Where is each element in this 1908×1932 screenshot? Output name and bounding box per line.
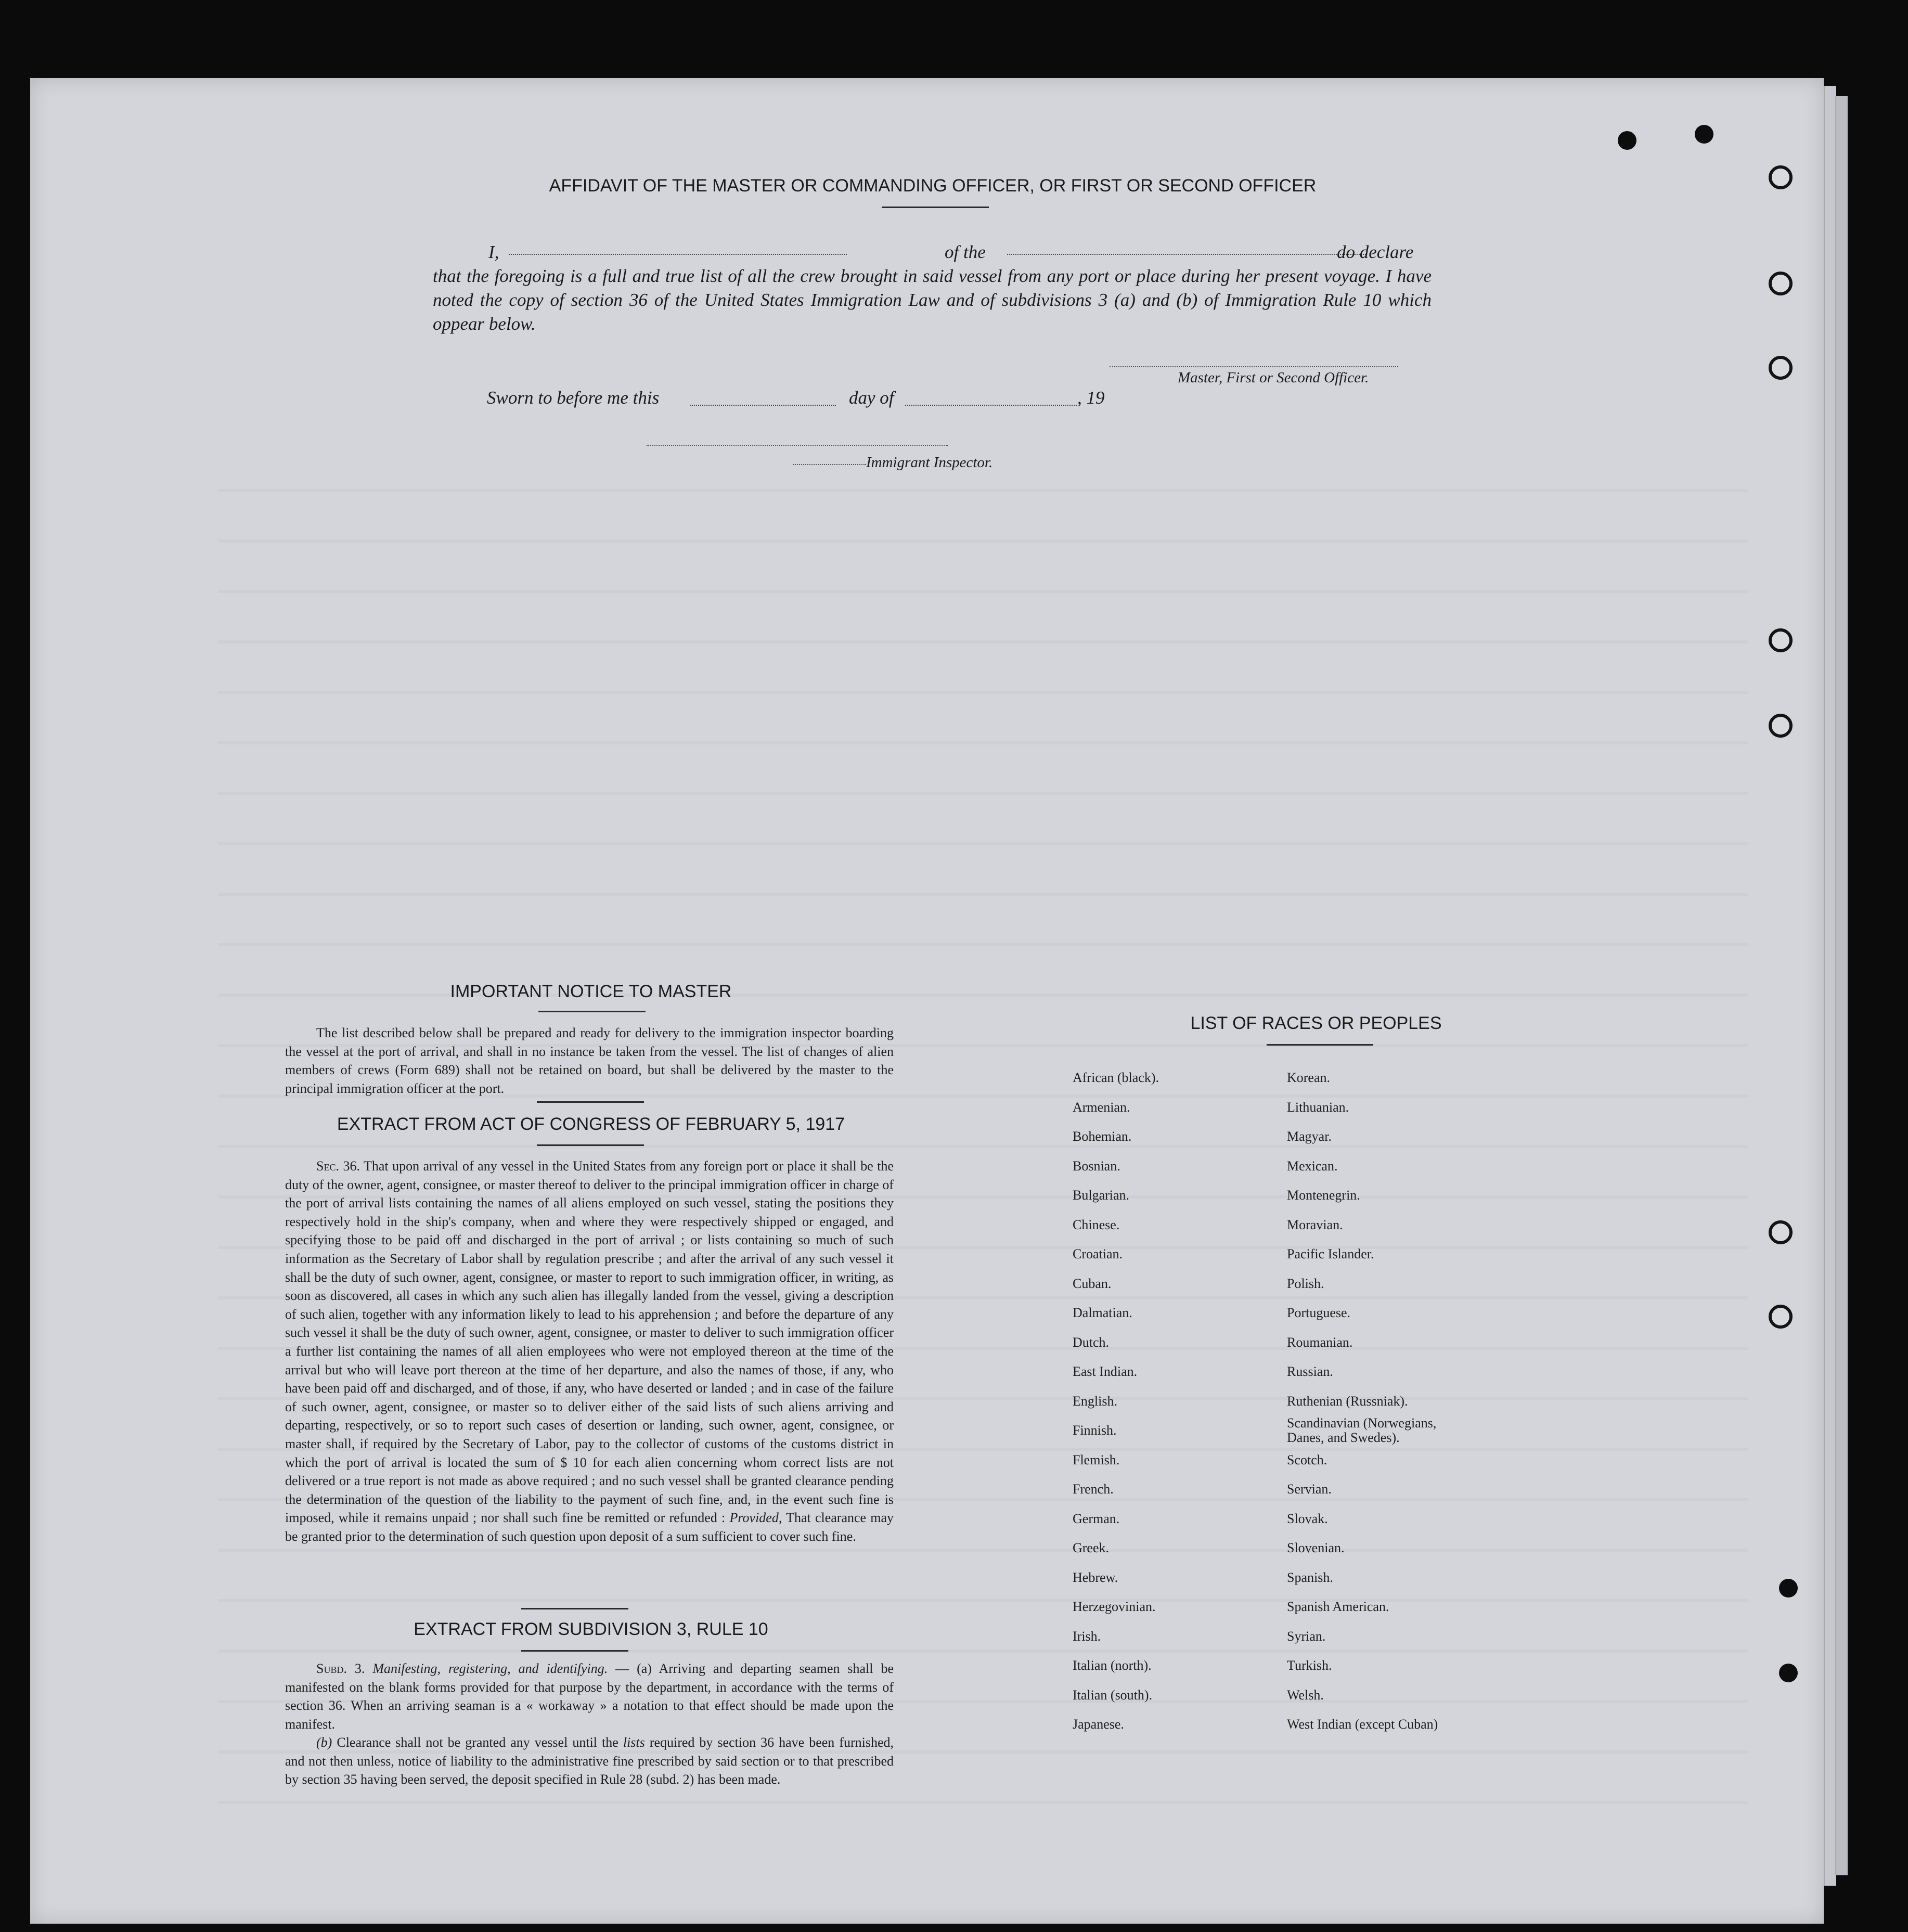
race-item: Herzegovinian. (1073, 1599, 1156, 1614)
race-item: Russian. (1287, 1364, 1333, 1379)
race-item: African (black). (1073, 1070, 1159, 1085)
rule10-para-a-text: Arriving and departing seamen shall be manifested on the blank forms provided for that purpose by the department, in accordance with the terms of section 36. When an arriving seaman is a « workaway » a notation to that effect should be made upon the manifest. (285, 1661, 894, 1732)
bleed-through (218, 468, 1748, 1821)
act-text (285, 1157, 894, 1545)
ring-hole-icon (1769, 272, 1793, 295)
races-title: LIST OF RACES OR PEOPLES (1190, 1013, 1442, 1033)
act-section-label: Sec. 36. (316, 1158, 360, 1174)
race-item: Spanish. (1287, 1569, 1333, 1585)
act-proviso-label: Provided, (729, 1510, 782, 1526)
rule10-para-a-marker: — (a) (615, 1661, 652, 1676)
race-item: Bosnian. (1073, 1158, 1120, 1174)
race-item: Italian (south). (1073, 1687, 1153, 1703)
race-item: Dutch. (1073, 1334, 1110, 1350)
punch-hole-icon (1618, 131, 1636, 150)
sworn-month-field[interactable] (905, 391, 1077, 406)
race-item: Pacific Islander. (1287, 1246, 1374, 1261)
punch-hole-icon (1695, 125, 1713, 144)
race-item: Mexican. (1287, 1158, 1338, 1174)
race-item: Ruthenian (Russniak). (1287, 1393, 1408, 1409)
of-the-label: of the (945, 242, 986, 262)
rule10-subd-label: Subd. 3. (316, 1661, 365, 1676)
act-title: EXTRACT FROM ACT OF CONGRESS OF FEBRUARY 5, 1917 (337, 1114, 845, 1134)
title-rule (882, 207, 989, 208)
affidavit-body: that the foregoing is a full and true list of all the crew brought in said vessel from any port or place during her present voyage. I have noted the copy of section 36 of the United States Immigration Law and of subdivisions 3 (a) and (b) of Immigration Rule 10 which oppear below. (433, 266, 1432, 334)
race-item: Syrian. (1287, 1628, 1326, 1644)
race-item: English. (1073, 1393, 1117, 1409)
ring-hole-icon (1769, 1220, 1793, 1244)
race-item: Welsh. (1287, 1687, 1324, 1703)
races-rule (1267, 1044, 1373, 1046)
rule10-para-a (285, 1659, 894, 1733)
race-item: Korean. (1287, 1070, 1331, 1085)
race-item: Scotch. (1287, 1452, 1327, 1467)
rule10-para-b-text-1: Clearance shall not be granted any vessel until the (337, 1735, 618, 1750)
sworn-prefix: Sworn to before me this (487, 388, 660, 408)
race-item: Bohemian. (1073, 1129, 1132, 1144)
declarant-name-field[interactable] (509, 240, 847, 255)
race-item: French. (1073, 1482, 1114, 1497)
inspector-signature-field[interactable] (647, 445, 948, 446)
race-item: Lithuanian. (1287, 1099, 1349, 1115)
rule10-top-rule (521, 1608, 628, 1609)
rule10-para-b-marker: (b) (316, 1735, 332, 1750)
race-item: German. (1073, 1511, 1120, 1526)
inspector-leader (793, 464, 866, 465)
race-item: Turkish. (1287, 1658, 1332, 1673)
rule10-para-b-lists: lists (623, 1735, 645, 1750)
act-proviso-text: That clearance may be granted prior to the determination of such question upon deposit of a sum sufficient to cover such fine. (285, 1510, 894, 1544)
race-item: Hebrew. (1073, 1569, 1118, 1585)
race-item: Portuguese. (1287, 1305, 1351, 1320)
race-item: Roumanian. (1287, 1334, 1353, 1350)
ring-hole-icon (1769, 356, 1793, 380)
race-item: Slovak. (1287, 1511, 1328, 1526)
ring-hole-icon (1769, 714, 1793, 738)
act-rule (537, 1144, 644, 1146)
race-item: East Indian. (1073, 1364, 1138, 1379)
race-item: Flemish. (1073, 1452, 1120, 1467)
race-item: Japanese. (1073, 1717, 1124, 1732)
rule10-title: EXTRACT FROM SUBDIVISION 3, RULE 10 (414, 1619, 768, 1639)
rule10-rule (521, 1650, 628, 1652)
sworn-day-field[interactable] (690, 391, 836, 406)
act-body: That upon arrival of any vessel in the United States from any foreign port or place it shall be the duty of the owner, agent, consignee, or master thereof to deliver to the principal immigration officer in charge of the port of arrival lists containing the names of all aliens employed on such vessel, stating the positions they respectively hold in the ship's company, when and where they were respectively shipped or engaged, and specifying those to be paid off and discharged in the port of arrival ; or lists containing so much of such information as the Secretary of Labor shall by regulation prescribe ; and after the arrival of any such vessel it shall be the duty of such owner, agent, consignee, or master to report to such immigration officer, in writing, as soon as discovered, all cases in which any such alien has illegally landed from the vessel, giving a description of such alien, together with any information likely to lead to his apprehension ; and before the departure of any such vessel it shall be the duty of such owner, agent, consignee, or master to deliver to such immigration officer a further list containing the names of all alien employees who were not employed thereon at the time of the arrival but who will leave port thereon at the time of her departure, and also the names of those, if any, who have been paid off and discharged, and of those, if any, who have deserted or landed ; and in case of the failure of such owner, agent, consignee, or master so to deliver either of the said lists of such aliens arriving and departing, respectively, or so to report such cases of desertion or landing, such owner, agent, consignee, or master shall, if required by the Secretary of Labor, pay to the collector of customs of the customs district in which the port of arrival is located the sum of $ 10 for each alien concerning whom correct lists are not delivered or a true report is not made as above required ; and no such vessel shall be granted clearance pending the determination of the question of the liability to the payment of such fine, and, in the event such fine is imposed, while it remains unpaid ; nor shall such fine be remitted or refunded : (285, 1158, 894, 1526)
punch-hole-icon (1779, 1579, 1798, 1598)
sworn-day-of: day of (849, 388, 894, 408)
declarant-label: I, (488, 242, 499, 262)
rule10-para-b (285, 1733, 894, 1789)
page-edge (1824, 86, 1836, 1886)
race-item: Scandinavian (Norwegians, Danes, and Swedes). (1287, 1415, 1437, 1445)
affidavit-title: AFFIDAVIT OF THE MASTER OR COMMANDING OFFICER, OR FIRST OR SECOND OFFICER (549, 176, 1317, 196)
sworn-year: , 19 (1077, 388, 1105, 408)
act-top-rule (537, 1101, 644, 1103)
notice-title: IMPORTANT NOTICE TO MASTER (450, 982, 732, 1001)
notice-text: The list described below shall be prepared and ready for delivery to the immigration inspector boarding the vessel at the port of arrival, and shall in no instance be taken from the vessel. The list of changes of alien members of crews (Form 689) shall not be retained on board, but shall be delivered by the master to the principal immigration officer at the port. (285, 1025, 894, 1096)
inspector-label: Immigrant Inspector. (866, 454, 993, 471)
race-item: Magyar. (1287, 1129, 1332, 1144)
race-item: Cuban. (1073, 1276, 1112, 1291)
race-item: Slovenian. (1287, 1540, 1345, 1555)
race-item: Dalmatian. (1073, 1305, 1132, 1320)
notice-rule (538, 1011, 646, 1012)
race-item: Montenegrin. (1287, 1188, 1360, 1203)
races-left-list (1073, 1063, 1159, 1740)
race-item: Polish. (1287, 1276, 1324, 1291)
race-item: Bulgarian. (1073, 1188, 1130, 1203)
race-item: Servian. (1287, 1482, 1332, 1497)
rule10-para-b-text-2: required by section 36 have been furnished, and not then unless, notice of liability to the administrative fine prescribed by said section or to that prescribed by section 35 having been served, the deposit specified in Rule 28 (subd. 2) has been made. (285, 1735, 894, 1787)
rule10-subd-heading: Manifesting, registering, and identifying. (372, 1661, 608, 1676)
race-item: Croatian. (1073, 1246, 1123, 1261)
race-item: Irish. (1073, 1628, 1101, 1644)
ring-hole-icon (1769, 165, 1793, 189)
race-item: Finnish. (1073, 1423, 1117, 1438)
vessel-name-field[interactable] (1007, 240, 1366, 255)
master-signature-label: Master, First or Second Officer. (1178, 369, 1369, 386)
race-item: Armenian. (1073, 1099, 1130, 1115)
declare-label: do declare (1337, 242, 1414, 262)
race-item: West Indian (except Cuban) (1287, 1717, 1438, 1732)
race-item: Spanish American. (1287, 1599, 1389, 1614)
races-right-list (1287, 1063, 1464, 1740)
ring-hole-icon (1769, 1305, 1793, 1329)
page-edge (1835, 96, 1848, 1875)
race-item: Italian (north). (1073, 1658, 1152, 1673)
ring-hole-icon (1769, 628, 1793, 652)
punch-hole-icon (1779, 1664, 1798, 1682)
race-item: Greek. (1073, 1540, 1110, 1555)
race-item: Chinese. (1073, 1217, 1120, 1232)
race-item: Moravian. (1287, 1217, 1343, 1232)
